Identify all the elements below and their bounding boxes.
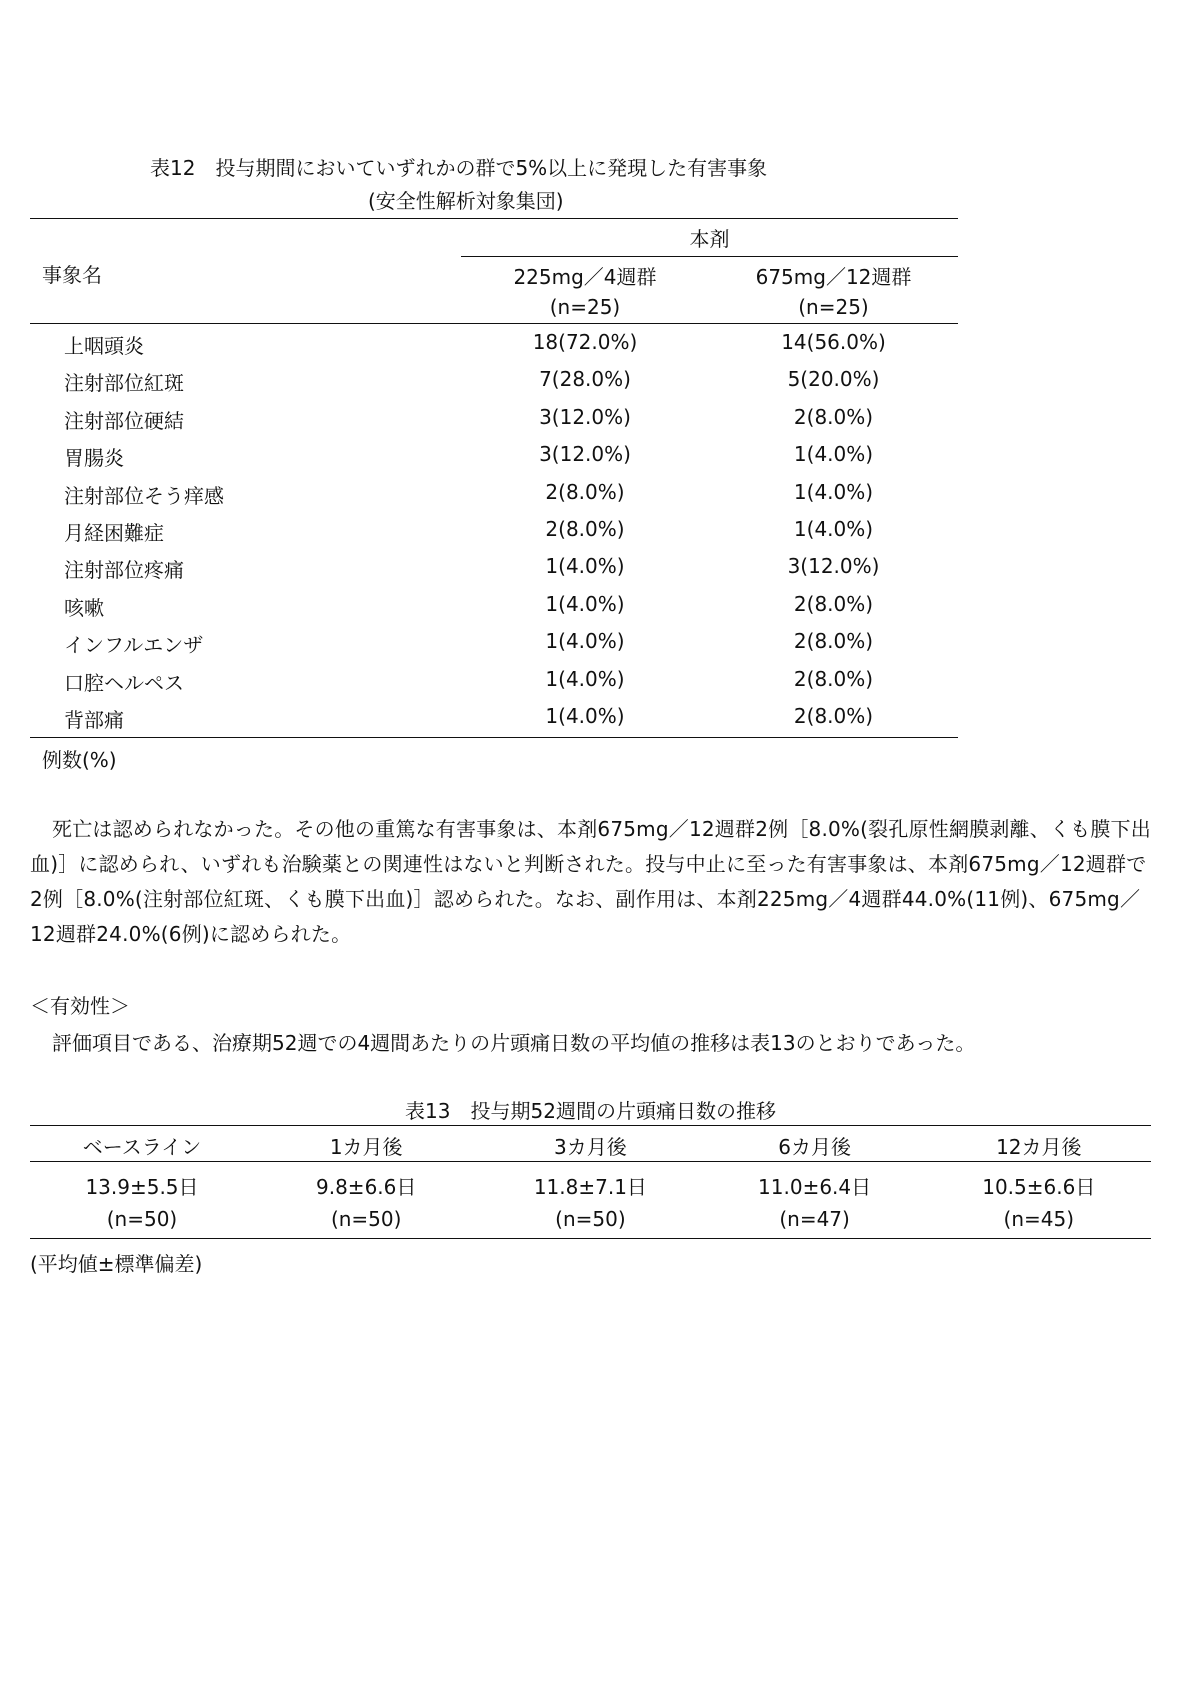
table12-subcaption: (安全性解析対象集団) (368, 189, 564, 213)
event-name: 胃腸炎 (64, 446, 124, 471)
event-name: インフルエンザ (64, 633, 204, 658)
group-header: 本剤 (689, 227, 730, 251)
mean-value: 11.8±7.1日 (533, 1175, 647, 1199)
event-name: 注射部位そう痒感 (64, 483, 224, 508)
column-header-675mg (709, 262, 958, 322)
n-label: (n=25) (798, 295, 869, 319)
column-header: 12カ月後 (996, 1135, 1082, 1159)
table12-footnote: 例数(%) (42, 748, 117, 772)
divider (30, 737, 958, 738)
cell-675mg: 2(8.0%) (793, 591, 874, 616)
cell-225mg: 1(4.0%) (545, 666, 625, 691)
event-header: 事象名 (42, 263, 102, 287)
event-name: 注射部位疼痛 (64, 558, 184, 583)
n-value: (n=50) (555, 1207, 626, 1231)
column-header-225mg (461, 262, 709, 322)
cell-225mg: 3(12.0%) (539, 442, 631, 467)
table-row (30, 554, 958, 591)
divider (461, 256, 958, 257)
table-row (30, 592, 958, 629)
table-row (30, 667, 958, 704)
table-row (30, 405, 958, 442)
divider (30, 1161, 1151, 1162)
cell-225mg: 1(4.0%) (545, 629, 625, 654)
safety-paragraph: 死亡は認められなかった。その他の重篤な有害事象は、本剤675mg／12週群2例［8.0%(裂孔原性網膜剥離、くも膜下出血)］に認められ、いずれも治験薬との関連性はないと判断された。投与中止に至った有害事象は、本剤675mg／12週群で2例［8.0%(注射部位紅斑、くも膜下出血)］認められた。なお、副作用は、本剤225mg／4週群44.0%(11例)、675mg／12週群24.0%(6例)に認められた。 (30, 817, 1151, 946)
event-name: 口腔ヘルペス (64, 670, 184, 695)
cell-675mg: 1(4.0%) (793, 442, 874, 467)
efficacy-text: 評価項目である、治療期52週での4週間あたりの片頭痛日数の平均値の推移は表13のとおりであった。 (52, 1031, 976, 1055)
column-header: ベースライン (82, 1135, 202, 1159)
event-name: 背部痛 (64, 708, 124, 732)
table-row (30, 330, 958, 367)
n-label: (n=25) (549, 295, 621, 319)
cell-675mg: 3(12.0%) (787, 554, 880, 579)
cell-675mg: 2(8.0%) (793, 704, 874, 728)
table-row (30, 629, 958, 666)
divider (30, 1238, 1151, 1239)
table-row (30, 517, 958, 554)
divider (30, 323, 958, 324)
n-value: (n=50) (106, 1207, 178, 1231)
mean-value: 9.8±6.6日 (316, 1175, 417, 1199)
cell-225mg: 1(4.0%) (545, 554, 625, 579)
cell-675mg: 1(4.0%) (793, 517, 874, 541)
cell-675mg: 5(20.0%) (787, 367, 880, 392)
cell-675mg: 2(8.0%) (793, 629, 874, 654)
column-header: 3カ月後 (554, 1135, 627, 1159)
n-value: (n=50) (330, 1207, 402, 1231)
efficacy-heading: ＜有効性＞ (30, 994, 130, 1018)
cell-675mg: 1(4.0%) (793, 479, 874, 504)
table13-caption: 表13 投与期52週間の片頭痛日数の推移 (405, 1099, 776, 1123)
cell-675mg: 2(8.0%) (793, 666, 874, 691)
column-header: 1カ月後 (329, 1135, 403, 1159)
column-header: 6カ月後 (778, 1135, 851, 1159)
cell-225mg: 2(8.0%) (545, 479, 625, 504)
n-value: (n=47) (779, 1207, 850, 1231)
table13-footnote: (平均値±標準偏差) (30, 1252, 203, 1276)
table-row (30, 704, 958, 741)
mean-value: 11.0±6.4日 (758, 1175, 872, 1199)
table-row (30, 442, 958, 479)
table-row (30, 367, 958, 404)
table-row (30, 480, 958, 517)
mean-value: 13.9±5.5日 (85, 1175, 199, 1199)
event-name: 上咽頭炎 (64, 334, 144, 358)
divider (30, 1125, 1151, 1126)
event-name: 月経困難症 (64, 521, 164, 545)
event-name: 咳嗽 (64, 595, 104, 620)
cell-225mg: 1(4.0%) (545, 704, 625, 728)
mean-value: 10.5±6.6日 (982, 1175, 1096, 1199)
cell-675mg: 2(8.0%) (793, 404, 874, 429)
cell-225mg: 1(4.0%) (545, 591, 625, 616)
dose-label: 675mg／12週群 (755, 265, 912, 289)
event-name: 注射部位硬結 (64, 408, 184, 433)
event-name: 注射部位紅斑 (64, 371, 184, 396)
divider (30, 218, 958, 219)
dose-label: 225mg／4週群 (513, 265, 657, 289)
cell-225mg: 3(12.0%) (539, 404, 631, 429)
cell-675mg: 14(56.0%) (781, 330, 886, 354)
n-value: (n=45) (1003, 1207, 1075, 1231)
table12-caption: 表12 投与期間においていずれかの群で5%以上に発現した有害事象 (150, 156, 768, 180)
cell-225mg: 2(8.0%) (545, 517, 625, 541)
cell-225mg: 18(72.0%) (532, 330, 638, 354)
cell-225mg: 7(28.0%) (539, 367, 631, 392)
